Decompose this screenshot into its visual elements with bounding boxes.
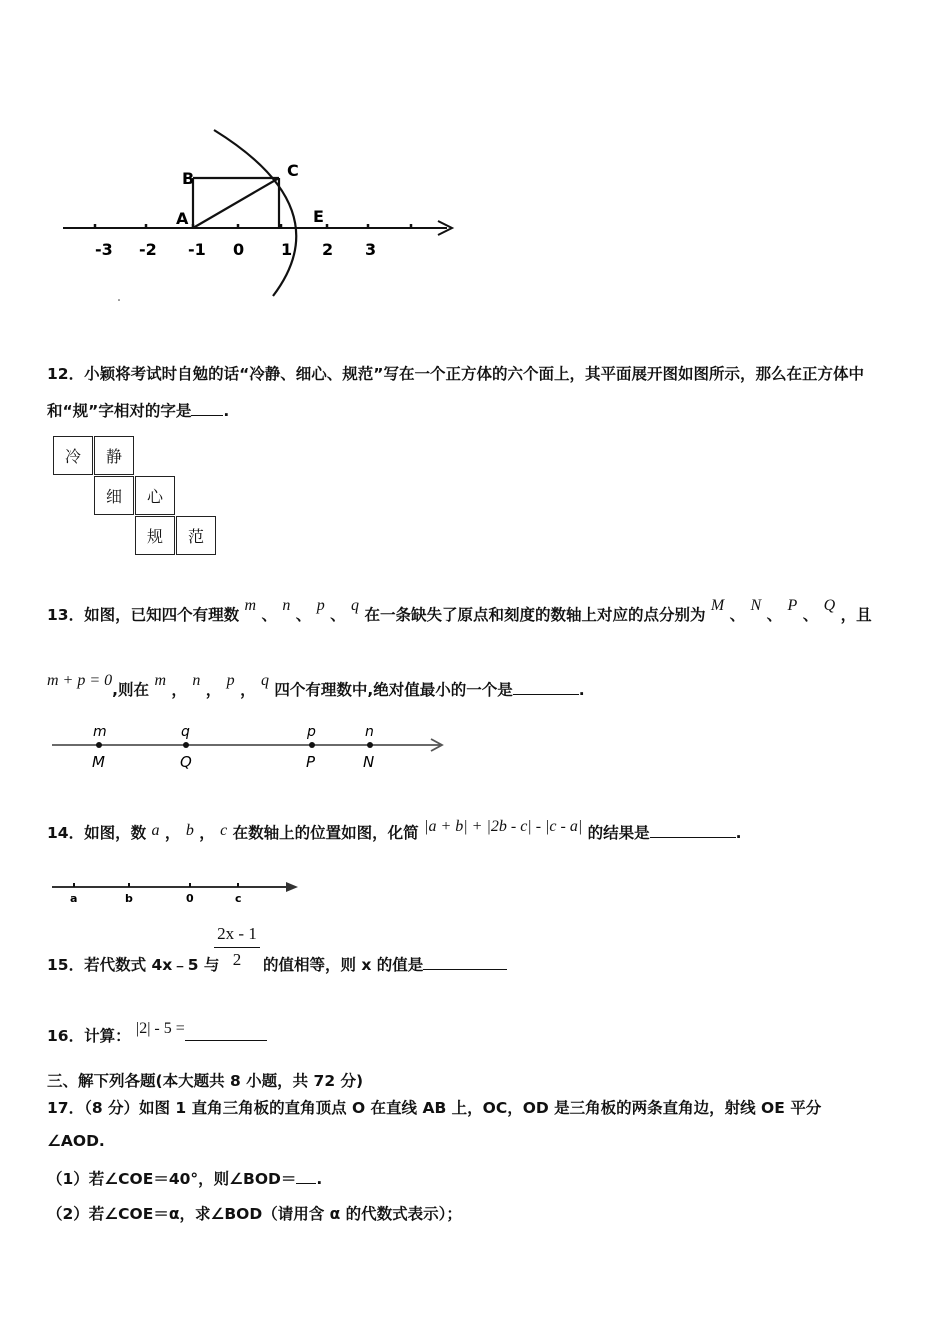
q14-sep: ， [199, 824, 215, 842]
q11-label-b: B [182, 169, 195, 188]
q13-line2-b: 四个有理数中,绝对值最小的一个是 [274, 681, 513, 699]
q11-tick-label: -2 [139, 240, 157, 259]
net-cell: 范 [176, 516, 216, 555]
q11-label-c: C [287, 161, 299, 180]
q14-axis-label: 0 [186, 892, 194, 905]
q11-tick-label: 3 [365, 240, 377, 259]
q13-equation: m + p = 0 [47, 672, 113, 689]
q16-line [47, 1020, 267, 1046]
q16-prefix: 16．计算： [47, 1027, 131, 1045]
q11-arc [214, 130, 296, 296]
q13-sep: 、 [295, 606, 312, 624]
net-cell: 细 [94, 476, 134, 515]
q14-end: . [735, 824, 742, 842]
q14-axis-label: b [125, 892, 133, 905]
net-cell: 静 [94, 436, 134, 475]
q13-var-n: n [282, 597, 291, 614]
q15-answer-blank [423, 969, 507, 970]
q15-line-left: 15．若代数式 4x﹣5 与 [47, 956, 220, 974]
q17-part1 [47, 1167, 322, 1189]
q14-var-c: c [220, 822, 228, 839]
q13-point-n: N [750, 597, 762, 614]
q13-sep: 、 [330, 606, 346, 624]
q11-dot [118, 299, 120, 301]
q13-line1 [47, 597, 872, 625]
q13-axis-bottom-label: P [306, 753, 316, 771]
q13-point-n-dot [367, 742, 373, 748]
q13-var-p: p [226, 672, 235, 689]
q13-line2-a: ,则在 [112, 681, 150, 699]
q11-label-e: E [313, 207, 324, 226]
q15-line-right [263, 953, 507, 975]
q13-axis-top-label: m [93, 724, 107, 740]
q13-var-m: m [244, 597, 257, 614]
q17-part2: （2）若∠COE＝α，求∠BOD（请用含 α 的代数式表示）； [47, 1205, 462, 1223]
q13-sep: ， [205, 681, 222, 699]
q13-var-m: m [154, 672, 167, 689]
q17-part1-blank [296, 1183, 316, 1184]
q13-point-q-dot [183, 742, 189, 748]
q11-tick-label: 2 [322, 240, 334, 259]
q13-axis-top-label: n [365, 724, 374, 740]
q11-label-a: A [176, 209, 189, 228]
q13-answer-blank [513, 694, 579, 695]
q14-number-line-figure [50, 874, 305, 909]
q13-number-line-figure [50, 720, 450, 775]
q14-middle: 在数轴上的位置如图，化简 [232, 824, 419, 842]
q13-suffix: ，且 [840, 606, 872, 624]
q13-var-n: n [192, 672, 201, 689]
q13-sep: 、 [802, 606, 819, 624]
q12-line2 [47, 399, 229, 421]
q13-var-q: q [351, 597, 360, 614]
q16-answer-blank [185, 1040, 267, 1041]
q15-numerator: 2x - 1 [214, 924, 260, 948]
q13-middle: 在一条缺失了原点和刻度的数轴上对应的点分别为 [364, 606, 706, 624]
section3-title: 三、解下列各题(本大题共 8 小题，共 72 分) [47, 1072, 364, 1090]
q14-sep: ， [164, 824, 181, 842]
q14-line [47, 818, 742, 843]
q13-sep: ， [240, 681, 256, 699]
q15-fraction [214, 924, 260, 970]
q13-point-q: Q [823, 597, 836, 614]
q13-sep: 、 [766, 606, 783, 624]
q13-var-q: q [261, 672, 269, 689]
q16-expression: |2| - 5 = [135, 1020, 185, 1037]
q11-tick-label: 0 [233, 240, 245, 259]
q13-sep: 、 [729, 606, 746, 624]
net-cell: 心 [135, 476, 175, 515]
q13-point-m-dot [96, 742, 102, 748]
q15-denominator: 2 [232, 950, 242, 969]
q13-point-m: M [710, 597, 725, 614]
q12-line1: 12．小颖将考试时自勉的话“冷静、细心、规范”写在一个正方体的六个面上，其平面展开图如图所示，那么在正方体中 [47, 365, 864, 383]
q11-segment-ac [193, 178, 279, 228]
q11-figure [55, 120, 465, 305]
q13-axis-top-label: p [307, 724, 316, 740]
q17-line1: 17．（8 分）如图 1 直角三角板的直角顶点 O 在直线 AB 上，OC，OD 是三角板的两条直角边，射线 OE 平分 [47, 1099, 822, 1117]
q17-line2: ∠AOD. [47, 1132, 105, 1150]
q13-axis-bottom-label: Q [180, 753, 192, 771]
q13-sep: 、 [261, 606, 277, 624]
q17-part1-text: （1）若∠COE＝40°，则∠BOD＝ [47, 1170, 297, 1188]
net-cell: 冷 [53, 436, 93, 475]
q13-axis-bottom-label: N [363, 753, 375, 771]
q14-var-a: a [151, 822, 160, 839]
q13-prefix: 13．如图，已知四个有理数 [47, 606, 240, 624]
q14-var-b: b [185, 822, 194, 839]
q15-suffix: 的值相等，则 x 的值是 [263, 956, 424, 974]
q12-answer-blank [191, 415, 223, 416]
q13-point-p: P [787, 597, 798, 614]
q12-cube-net [53, 436, 223, 560]
q14-suffix: 的结果是 [587, 824, 650, 842]
q14-answer-blank [650, 837, 736, 838]
q12-line2-end: . [223, 402, 230, 420]
q14-axis-label: a [70, 892, 78, 905]
q13-line2 [47, 672, 585, 700]
q13-var-p: p [316, 597, 325, 614]
q14-expression: |a + b| + |2b - c| - |c - a| [424, 818, 583, 835]
q13-sep: ， [171, 681, 187, 699]
q11-tick-label: -1 [188, 240, 206, 259]
q13-line2-end: . [578, 681, 585, 699]
q13-point-p-dot [309, 742, 315, 748]
q13-axis-top-label: q [181, 724, 190, 740]
q14-prefix: 14．如图，数 [47, 824, 147, 842]
q17-part1-end: . [316, 1170, 323, 1188]
q11-tick-label: 1 [281, 240, 293, 259]
q14-axis-arrow [286, 882, 298, 892]
q14-axis-label: c [235, 892, 242, 905]
net-cell: 规 [135, 516, 175, 555]
q13-axis-bottom-label: M [92, 753, 105, 771]
q11-tick-label: -3 [95, 240, 113, 259]
q12-line2-text: 和“规”字相对的字是 [47, 402, 192, 420]
